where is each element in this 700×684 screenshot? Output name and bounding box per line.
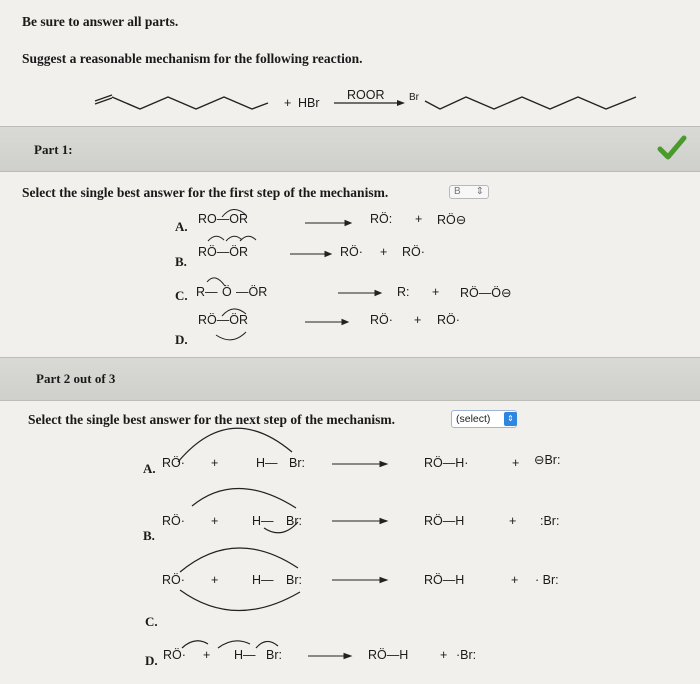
option-plus: +	[414, 313, 422, 327]
option-product-1: RÖ·	[340, 245, 363, 259]
part2-label: Part 2 out of 3	[36, 371, 116, 386]
option-product-2: RÖ—Ö⊖	[460, 286, 512, 300]
product-chain	[425, 97, 636, 109]
option-reactant-1: RÖ·	[163, 648, 186, 662]
part1-question: Select the single best answer for the first step of the mechanism.	[22, 185, 389, 200]
option-reactant-3: Br:	[266, 648, 282, 662]
option-plus: +	[512, 456, 520, 470]
select-stepper-icon: ⇕	[504, 412, 517, 426]
option-reactant-2: H—	[256, 456, 278, 470]
instruction-text: Be sure to answer all parts.	[22, 14, 179, 29]
option-product-2: ⊖Br:	[534, 453, 561, 467]
select-chevron-icon: ⇕	[475, 186, 484, 197]
option-plus: +	[511, 573, 519, 587]
part2-question: Select the single best answer for the next step of the mechanism.	[28, 412, 395, 427]
part2-select-placeholder: (select)	[456, 413, 491, 425]
option-reactant-3: —ÖR	[236, 285, 268, 299]
option-product-1: RÖ·	[370, 313, 393, 327]
option-product-2: :Br:	[540, 514, 560, 528]
option-product-2: ·Br:	[456, 648, 477, 662]
checkmark-icon	[657, 135, 687, 166]
option-plus: +	[203, 648, 211, 662]
option-reactant-1: RÖ·	[162, 573, 185, 587]
option-product-1: RÖ—H	[368, 648, 409, 662]
option-plus: +	[211, 573, 219, 587]
part2-band	[0, 357, 700, 401]
option-reactant-1: RÖ·	[162, 514, 185, 528]
option-letter: A.	[175, 219, 188, 234]
option-reactant-2: Ö	[222, 285, 232, 299]
option-reactant: RO—OR	[198, 212, 248, 226]
option-reactant-1: R—	[196, 285, 218, 299]
option-product-2: RÖ⊖	[437, 213, 467, 227]
plus-sign: +	[284, 96, 292, 110]
condition-roor: ROOR	[347, 88, 385, 102]
part1-label: Part 1:	[34, 142, 73, 157]
option-reactant-3: Br:	[286, 514, 302, 528]
option-letter: D.	[175, 332, 188, 347]
part1-answer-select[interactable]	[449, 185, 489, 199]
option-product-1: R:	[397, 285, 410, 299]
option-letter: D.	[145, 653, 158, 668]
option-letter: C.	[175, 288, 188, 303]
option-reactant-3: Br:	[286, 573, 302, 587]
option-plus: +	[415, 212, 423, 226]
option-reactant-1: RÖ·	[162, 456, 185, 470]
option-product-2: · Br:	[535, 573, 559, 587]
option-letter: A.	[143, 461, 156, 476]
part1-band	[0, 126, 700, 172]
reactant-alkene	[95, 95, 268, 109]
option-letter: C.	[145, 614, 158, 629]
option-letter: B.	[143, 528, 155, 543]
option-letter: B.	[175, 254, 187, 269]
option-reactant: RÖ—ÖR	[198, 245, 248, 259]
option-plus: +	[380, 245, 388, 259]
option-reactant-2: H—	[252, 514, 274, 528]
option-plus: +	[509, 514, 517, 528]
option-plus: +	[440, 648, 448, 662]
option-plus: +	[211, 514, 219, 528]
product-br-label: Br	[409, 92, 419, 103]
option-plus: +	[432, 285, 440, 299]
option-product-1: RÖ—H·	[424, 456, 469, 470]
option-plus: +	[211, 456, 219, 470]
option-product-1: RÖ—H	[424, 514, 465, 528]
option-product-2: RÖ·	[402, 245, 425, 259]
part1-select-value: B	[454, 186, 461, 197]
option-product-1: RÖ—H	[424, 573, 465, 587]
prompt-text: Suggest a reasonable mechanism for the following reaction.	[22, 51, 363, 66]
option-reactant-2: H—	[234, 648, 256, 662]
option-reactant-3: Br:	[289, 456, 305, 470]
part2-answer-select[interactable]	[451, 410, 517, 428]
option-reactant: RÖ—ÖR	[198, 313, 248, 327]
option-product-1: RÖ:	[370, 212, 393, 226]
reagent-hbr: HBr	[298, 96, 320, 110]
option-product-2: RÖ·	[437, 313, 460, 327]
option-reactant-2: H—	[252, 573, 274, 587]
